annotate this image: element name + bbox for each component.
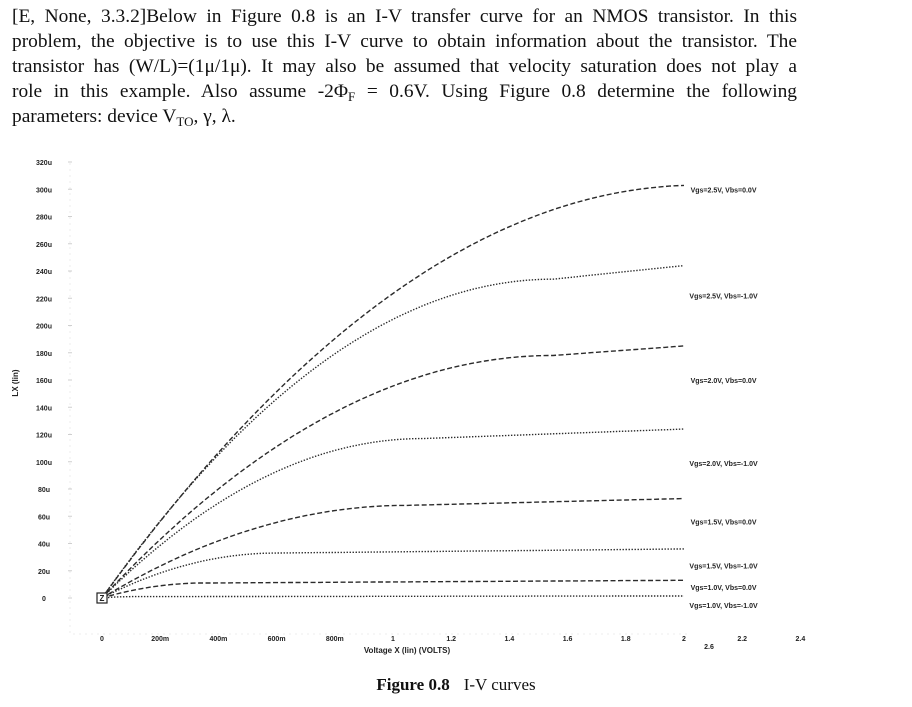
y-axis-dot: [70, 566, 71, 567]
x-axis-dot: [548, 634, 549, 635]
x-axis-dot: [602, 634, 603, 635]
y-axis-dot: [70, 218, 71, 219]
y-axis-dot: [70, 308, 71, 309]
x-axis-dot: [566, 634, 567, 635]
x-axis-dot: [296, 634, 297, 635]
x-axis-dot: [476, 634, 477, 635]
x-axis-dot: [188, 634, 189, 635]
x-axis-dot: [80, 634, 81, 635]
x-axis-dot: [446, 634, 447, 635]
problem-line-1: [E, None, 3.3.2]Below in Figure 0.8 is an I-V transfer curve for an NMOS transistor. In this: [12, 6, 797, 27]
y-axis-dot: [70, 170, 71, 171]
series-curve: [102, 266, 684, 598]
origin-marker: [97, 593, 107, 603]
y-axis-dot: [70, 584, 71, 585]
x-axis-dot: [302, 634, 303, 635]
y-axis-dot: [70, 194, 71, 195]
x-axis-dot: [206, 634, 207, 635]
series-curve: [102, 185, 684, 598]
y-axis-dot: [70, 296, 71, 297]
y-axis-dot: [70, 614, 71, 615]
x-axis-dot: [152, 634, 153, 635]
x-axis-dot: [278, 634, 279, 635]
x-tick-label: 1: [391, 636, 395, 643]
y-tick-label: 40u: [37, 541, 51, 549]
iv-curve-chart: [0, 150, 912, 670]
y-axis-dot: [70, 476, 71, 477]
x-axis-dot: [170, 634, 171, 635]
y-axis-dot: [70, 272, 71, 273]
y-tick-label: 80u: [37, 487, 51, 494]
x-axis-dot: [416, 634, 417, 635]
x-tick-label: 1.6: [562, 636, 573, 643]
x-axis-dot: [182, 634, 183, 635]
x-axis-dot: [254, 634, 255, 635]
y-axis-dot: [70, 290, 71, 291]
x-axis-dot: [110, 634, 111, 635]
y-axis-dot: [70, 560, 71, 561]
y-axis-dot: [70, 314, 71, 315]
x-axis-dot: [524, 634, 525, 635]
x-tick-label: 1.4: [504, 636, 515, 643]
y-axis-label: LX (lin): [11, 369, 20, 397]
x-axis-dot: [398, 634, 399, 635]
problem-statement: [12, 4, 797, 129]
x-axis-dot: [590, 634, 591, 635]
y-axis-dot: [70, 578, 71, 579]
y-tick-label: 260u: [36, 241, 52, 249]
x-axis-dot: [512, 634, 513, 635]
x-axis-dot: [290, 634, 291, 635]
x-axis-dot: [200, 634, 201, 635]
y-tick-label: 20u: [37, 568, 51, 576]
figure-number: Figure 0.8: [376, 675, 450, 694]
y-axis-dot: [70, 320, 71, 321]
x-axis-dot: [482, 634, 483, 635]
y-axis-dot: [70, 266, 71, 267]
x-axis-dot: [368, 634, 369, 635]
x-axis-dot: [542, 634, 543, 635]
x-axis-dot: [572, 634, 573, 635]
y-axis-dot: [70, 524, 71, 525]
x-axis-dot: [260, 634, 261, 635]
x-axis-dot: [140, 634, 141, 635]
x-axis-dot: [518, 634, 519, 635]
x-axis-dot: [494, 634, 495, 635]
x-axis-dot: [470, 634, 471, 635]
x-axis-dot: [158, 634, 159, 635]
x-axis-dot: [650, 634, 651, 635]
y-axis-dot: [70, 176, 71, 177]
x-tick-label: 800m: [325, 636, 344, 643]
y-axis-dot: [70, 602, 71, 603]
series-curve: [102, 549, 684, 598]
x-axis-dot: [500, 634, 501, 635]
y-axis-dot: [70, 530, 71, 531]
grid: [68, 162, 687, 635]
x-axis-dot: [92, 634, 93, 635]
x-axis-dot: [578, 634, 579, 635]
y-axis-dot: [70, 470, 71, 471]
y-axis-dot: [70, 164, 71, 165]
y-tick-label: 0: [42, 596, 46, 603]
y-axis-dot: [70, 248, 71, 249]
y-axis-dot: [70, 446, 71, 447]
y-axis-dot: [70, 326, 71, 327]
x-axis-dot: [632, 634, 633, 635]
x-axis-dot: [236, 634, 237, 635]
y-tick-label: 320u: [36, 160, 52, 167]
x-axis-dot: [272, 634, 273, 635]
x-axis-dot: [614, 634, 615, 635]
x-axis-dot: [350, 634, 351, 635]
y-axis-dot: [70, 260, 71, 261]
y-axis-dot: [70, 398, 71, 399]
x-axis-dot: [680, 634, 681, 635]
x-axis-dot: [530, 634, 531, 635]
y-axis-dot: [70, 188, 71, 189]
curve-labels: [689, 187, 758, 610]
x-axis-dot: [506, 634, 507, 635]
y-axis-dot: [70, 236, 71, 237]
x-axis-dot: [176, 634, 177, 635]
y-tick-label: 180u: [36, 350, 52, 358]
y-axis-dot: [70, 380, 71, 381]
y-axis-dot: [70, 506, 71, 507]
y-axis-dot: [70, 620, 71, 621]
x-tick-label: 200m: [151, 636, 170, 643]
series-curves: [102, 185, 684, 598]
figure-title: I-V curves: [463, 675, 536, 694]
y-tick-label: 280u: [36, 214, 52, 222]
x-axis-dot: [380, 634, 381, 635]
y-axis-dot: [70, 332, 71, 333]
x-axis-dot: [308, 634, 309, 635]
y-axis-dot: [70, 368, 71, 369]
x-axis-dot: [338, 634, 339, 635]
x-axis-dot: [488, 634, 489, 635]
x-axis-dot: [74, 634, 75, 635]
curve-label: Vgs=2.5V, Vbs=0.0V: [690, 187, 757, 195]
x-axis-dot: [128, 634, 129, 635]
x-axis-dot: [608, 634, 609, 635]
x-axis-dot: [404, 634, 405, 635]
y-axis-dot: [70, 356, 71, 357]
y-axis-dot: [70, 182, 71, 183]
y-axis-dot: [70, 416, 71, 417]
y-axis-dot: [70, 224, 71, 225]
x-axis-dot: [164, 634, 165, 635]
x-axis-ticks: [100, 636, 805, 651]
y-axis-dot: [70, 488, 71, 489]
curve-label: Vgs=2.0V, Vbs=0.0V: [690, 378, 757, 385]
problem-line-5: parameters: device $V_{TO}$, γ, λ.: [12, 106, 236, 129]
x-axis-dot: [452, 634, 453, 635]
y-tick-label: 160u: [36, 378, 52, 385]
x-axis-dot: [386, 634, 387, 635]
y-axis-dot: [70, 464, 71, 465]
y-axis-dot: [70, 596, 71, 597]
y-axis-dot: [70, 458, 71, 459]
y-axis-dot: [70, 200, 71, 201]
curve-label: Vgs=1.0V, Vbs=0.0V: [690, 585, 757, 593]
y-axis-dot: [70, 554, 71, 555]
y-axis-dot: [70, 434, 71, 435]
x-axis-dot: [320, 634, 321, 635]
x-axis-dot: [392, 634, 393, 635]
series-curve: [102, 580, 684, 598]
curve-label: Vgs=1.5V, Vbs=-1.0V: [689, 563, 758, 571]
x-axis-dot: [344, 634, 345, 635]
y-axis-dot: [70, 404, 71, 405]
curve-label: Vgs=2.0V, Vbs=-1.0V: [689, 461, 758, 469]
x-axis-dot: [422, 634, 423, 635]
y-axis-dot: [70, 518, 71, 519]
y-axis-dot: [70, 284, 71, 285]
x-axis-dot: [644, 634, 645, 635]
y-tick-label: 300u: [36, 187, 52, 195]
x-tick-label: 1.2: [446, 636, 457, 643]
y-axis-dot: [70, 428, 71, 429]
x-axis-dot: [86, 634, 87, 635]
x-axis-dot: [428, 634, 429, 635]
y-tick-label: 100u: [36, 459, 52, 467]
x-axis-dot: [638, 634, 639, 635]
x-tick-label: 400m: [209, 636, 228, 643]
problem-line-2: problem, the objective is to use this I-V curve to obtain information about the transistor. The: [12, 31, 797, 52]
y-axis-dot: [70, 350, 71, 351]
y-axis-dot: [70, 254, 71, 255]
y-axis-dot: [70, 212, 71, 213]
series-curve: [102, 346, 684, 598]
y-axis-dot: [70, 386, 71, 387]
y-tick-label: 120u: [36, 432, 52, 440]
y-axis-dot: [70, 374, 71, 375]
x-axis-dot: [620, 634, 621, 635]
series-curve: [102, 596, 684, 598]
curve-label: Vgs=1.0V, Vbs=-1.0V: [689, 602, 758, 610]
x-axis-label: Voltage X (lin) (VOLTS): [363, 646, 451, 655]
y-axis-dot: [70, 344, 71, 345]
x-axis-dot: [410, 634, 411, 635]
x-axis-dot: [560, 634, 561, 635]
x-tick-label: 2.6: [704, 644, 714, 651]
x-tick-label: 0: [100, 636, 104, 643]
x-axis-dot: [668, 634, 669, 635]
y-tick-label: 60u: [37, 514, 51, 522]
y-axis-dot: [70, 338, 71, 339]
x-axis-dot: [326, 634, 327, 635]
x-axis-dot: [116, 634, 117, 635]
x-axis-dot: [584, 634, 585, 635]
x-axis-dot: [362, 634, 363, 635]
y-tick-label: 140u: [36, 405, 52, 413]
y-axis-dot: [70, 542, 71, 543]
x-axis-dot: [656, 634, 657, 635]
y-axis-dot: [70, 278, 71, 279]
origin-marker-text: Z: [99, 594, 105, 603]
figure-caption: [0, 675, 912, 695]
x-axis-dot: [356, 634, 357, 635]
problem-line-4: role in this example. Also assume $-2\Phi_F = 0.6V$. Using Figure 0.8 determine the following: [12, 81, 797, 104]
x-axis-dot: [218, 634, 219, 635]
y-tick-label: 220u: [36, 296, 52, 304]
y-axis-dot: [70, 410, 71, 411]
x-axis-dot: [596, 634, 597, 635]
x-axis-dot: [212, 634, 213, 635]
x-axis-dot: [464, 634, 465, 635]
x-axis-dot: [146, 634, 147, 635]
x-axis-dot: [458, 634, 459, 635]
x-axis-dot: [554, 634, 555, 635]
x-axis-dot: [284, 634, 285, 635]
x-tick-label: 2: [682, 636, 686, 643]
y-axis-dot: [70, 548, 71, 549]
y-axis-dot: [70, 422, 71, 423]
y-axis-dot: [70, 452, 71, 453]
x-axis-dot: [626, 634, 627, 635]
y-axis-dot: [70, 632, 71, 633]
y-axis-dot: [70, 608, 71, 609]
curve-label: Vgs=1.5V, Vbs=0.0V: [690, 519, 757, 527]
x-axis-dot: [242, 634, 243, 635]
y-axis-dot: [70, 230, 71, 231]
x-axis-dot: [122, 634, 123, 635]
problem-line-3: transistor has (W/L)=(1μ/1μ). It may also be assumed that velocity saturation does not play a: [12, 56, 797, 77]
x-axis-dot: [134, 634, 135, 635]
x-axis-dot: [248, 634, 249, 635]
x-axis-dot: [266, 634, 267, 635]
problem-tag: [E, None, 3.3.2]: [12, 6, 147, 27]
y-axis-dot: [70, 242, 71, 243]
y-axis-ticks: [36, 160, 52, 603]
y-axis-dot: [70, 362, 71, 363]
y-axis-dot: [70, 494, 71, 495]
x-tick-label: 2.2: [737, 636, 748, 643]
x-axis-dot: [536, 634, 537, 635]
y-axis-dot: [70, 302, 71, 303]
y-axis-dot: [70, 536, 71, 537]
x-axis-dot: [98, 634, 99, 635]
y-axis-dot: [70, 482, 71, 483]
y-axis-dot: [70, 440, 71, 441]
x-axis-dot: [332, 634, 333, 635]
y-tick-label: 240u: [36, 269, 52, 276]
x-tick-label: 1.8: [620, 636, 631, 643]
y-axis-dot: [70, 206, 71, 207]
y-axis-dot: [70, 626, 71, 627]
x-axis-dot: [674, 634, 675, 635]
x-axis-dot: [224, 634, 225, 635]
x-axis-dot: [314, 634, 315, 635]
x-tick-label: 2.4: [795, 636, 806, 643]
curve-label: Vgs=2.5V, Vbs=-1.0V: [689, 293, 758, 301]
x-axis-dot: [374, 634, 375, 635]
y-axis-dot: [70, 500, 71, 501]
x-axis-dot: [686, 634, 687, 635]
x-tick-label: 600m: [267, 636, 286, 643]
y-axis-dot: [70, 572, 71, 573]
x-axis-dot: [230, 634, 231, 635]
x-axis-dot: [104, 634, 105, 635]
x-axis-dot: [440, 634, 441, 635]
y-axis-dot: [70, 512, 71, 513]
x-axis-dot: [662, 634, 663, 635]
y-axis-dot: [70, 590, 71, 591]
y-tick-label: 200u: [36, 323, 52, 331]
x-axis-dot: [434, 634, 435, 635]
x-axis-dot: [194, 634, 195, 635]
y-axis-dot: [70, 392, 71, 393]
